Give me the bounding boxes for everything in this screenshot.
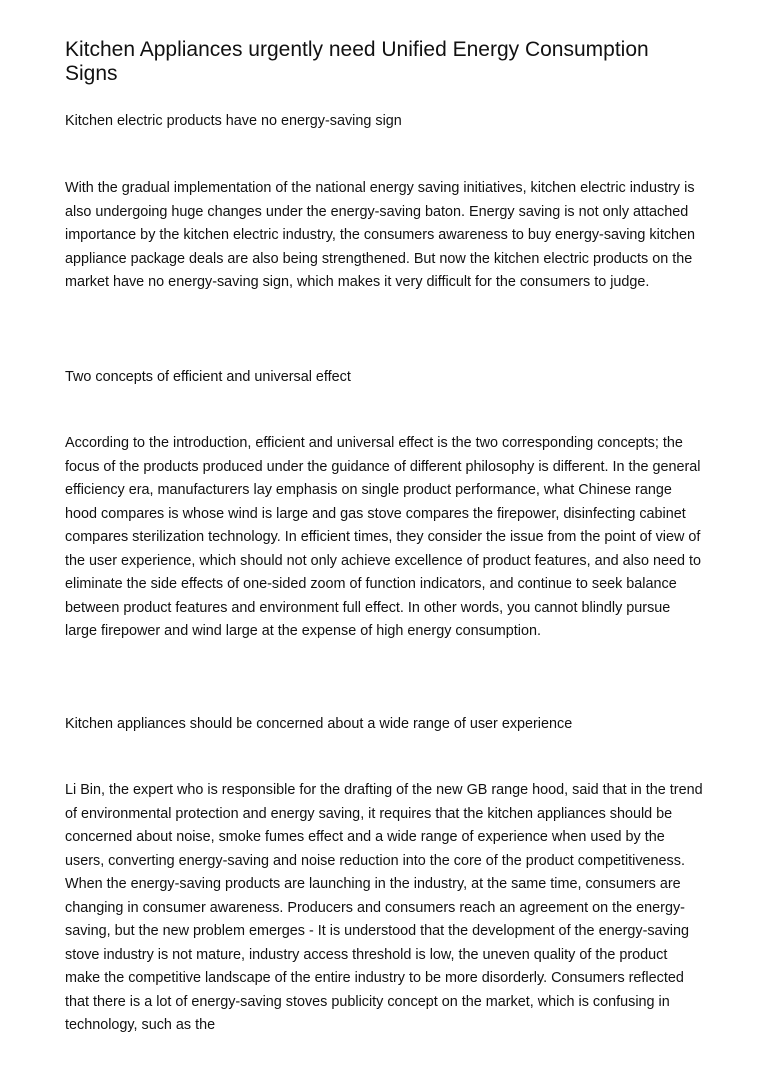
section-subtitle: Kitchen electric products have no energy-saving sign — [65, 113, 402, 129]
concepts-paragraph: According to the introduction, efficient and universal effect is the two corresponding concepts; the focus of the products produced under the guidance of different philosophy is different. In the general efficiency era, manufacturers lay emphasis on single product performance, what Chinese range hood compares is whose wind is large and gas stove compares the firepower, disinfecting cabinet compares sterilization technology. In efficient times, they consider the issue from the point of view of the user experience, which should not only achieve excellence of product features, and also need to eliminate the side effects of one-sided zoom of function indicators, and continue to seek balance between product features and environment full effect. In other words, you cannot blindly pursue large firepower and wind large at the expense of high energy consumption. — [65, 435, 701, 639]
section-heading-concepts: Two concepts of efficient and universal effect — [65, 369, 351, 385]
user-experience-paragraph: Li Bin, the expert who is responsible for the drafting of the new GB range hood, said that in the trend of environmental protection and energy saving, it requires that the kitchen appliances should be concerned about noise, smoke fumes effect and a wide range of experience when used by the users, converting energy-saving and noise reduction into the core of the product competitiveness. When the energy-saving products are launching in the industry, at the same time, consumers are changing in consumer awareness. Producers and consumers reach an agreement on the energy-saving, but the new problem emerges - It is understood that the development of the energy-saving stove industry is not mature, industry access threshold is low, the uneven quality of the product make the competitive landscape of the entire industry to be more disorderly. Consumers reflected that there is a lot of energy-saving stoves publicity concept on the market, which is confusing in technology, such as the — [65, 782, 703, 1033]
intro-paragraph: With the gradual implementation of the national energy saving initiatives, kitchen electric industry is also undergoing huge changes under the energy-saving baton. Energy saving is not only attached importance by the kitchen electric industry, the consumers awareness to buy energy-saving kitchen appliance package deals are also being strengthened. But now the kitchen electric products on the market have no energy-saving sign, which makes it very difficult for the consumers to judge. — [65, 180, 696, 290]
section-heading-user-experience: Kitchen appliances should be concerned about a wide range of user experience — [65, 716, 573, 732]
page-title: Kitchen Appliances urgently need Unified Energy Consumption Signs — [65, 38, 649, 85]
